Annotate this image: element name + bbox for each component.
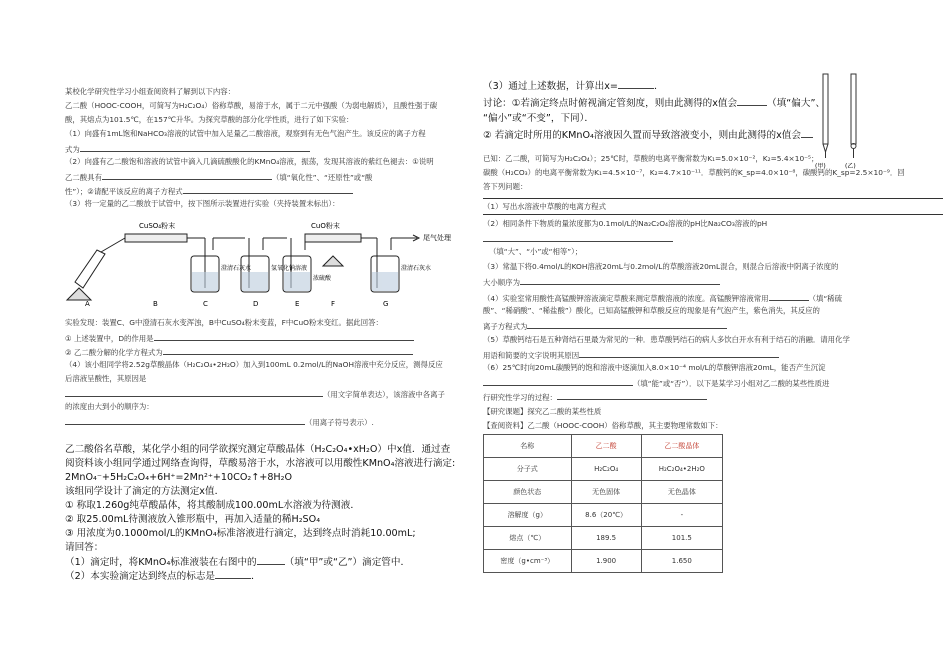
question-3: （3）将一定量的乙二酸放于试管中，按下图所示装置进行实验（夹持装置未标出）：	[65, 199, 340, 208]
letter-a: A	[85, 300, 90, 308]
table-cell: 101.5	[641, 527, 722, 550]
table-header-cell: 乙二酸	[571, 435, 641, 458]
answer-4: （4）实验室常用酸性高锰酸钾溶液滴定草酸来测定草酸溶液的浓度。高锰酸钾溶液常用 （填“稀硫	[483, 294, 842, 303]
label-cuo-powder: CuO粉末	[311, 222, 340, 230]
table-cell: 分子式	[484, 458, 572, 481]
table-cell: 8.6（20℃）	[571, 504, 641, 527]
letter-c: C	[203, 300, 208, 308]
table-cell: 密度（g•cm⁻³）	[484, 550, 572, 573]
question-4d: 的浓度由大到小的顺序为：	[65, 402, 154, 411]
table-header-cell: 名称	[484, 435, 572, 458]
table-cell: 无色晶体	[641, 481, 722, 504]
answer-6c: 行研究性学习的过程：	[483, 391, 707, 403]
question-4b: 后溶液呈酸性，其原因是	[65, 374, 147, 383]
table-cell: 溶解度（g）	[484, 504, 572, 527]
answer-2: （2）相同条件下物质的量浓度都为0.1mol/L的Na₂C₂O₄溶液的pH比Na₂CO₃溶液的pH	[483, 219, 768, 228]
label-naoh-solution: 氢氧化钠溶液	[271, 265, 308, 272]
discussion-1: 讨论：①若滴定终点时俯视滴定管刻度，则由此测得的x值会 （填“偏大”、	[483, 98, 826, 109]
burettes-diagram	[813, 70, 873, 170]
table-cell: H₂C₂O₄•2H₂O	[641, 458, 722, 481]
burette-yi-label: (乙)	[845, 163, 856, 170]
section2-line2: 阅资料该小组同学通过网络查询得，草酸易溶于水，水溶液可以用酸性KMnO₄溶液进行滴定:	[65, 458, 456, 469]
section2-please-answer: 请回答：	[65, 542, 104, 553]
label-exhaust: 尾气处理	[423, 234, 451, 242]
answer-5b: 用语和简要的文字说明其原因	[483, 349, 779, 361]
letter-f: F	[331, 300, 336, 308]
section2-q1: （1）滴定时，将KMnO₄标准液装在右图中的 （填“甲”或“乙”）滴定管中．	[65, 557, 411, 568]
table-cell: H₂C₂O₄	[571, 458, 641, 481]
answer-4c: 离子方程式为	[483, 320, 727, 332]
reference-data: 【查阅资料】乙二酸（HOOC-COOH）俗称草酸，其主要物理常数如下：	[483, 421, 723, 430]
table-cell: 熔点（℃）	[484, 527, 572, 550]
answer-6: （6）25℃时向20mL碳酸钙的饱和溶液中逐滴加入8.0×10⁻⁴ mol/L的草酸钾溶液20mL，能否产生沉淀	[483, 363, 826, 372]
experiment-apparatus-diagram	[65, 210, 451, 308]
table-header-cell: 乙二酸晶体	[641, 435, 722, 458]
known-constants-2: 碳酸（H₂CO₃）的电离平衡常数为K₁=4.5×10⁻⁷，K₂=4.7×10⁻¹¹．草酸钙的K_sp=4.0×10⁻⁸，碳酸钙的K_sp=2.5×10⁻⁹．回	[483, 168, 905, 177]
section2-line4: 该组同学设计了滴定的方法测定x值．	[65, 486, 225, 497]
r-question-3: （3）通过上述数据，计算出x= ．	[483, 81, 664, 92]
table-row	[484, 504, 723, 527]
question-2c: 性”）；②请配平该反应的离子方程式	[65, 185, 353, 197]
answer-2b: （填“大”、“小”或“相等”）；	[489, 247, 583, 256]
table-row	[484, 550, 723, 573]
label-limewater-c: 澄清石灰水	[221, 265, 252, 272]
letter-g: G	[383, 300, 389, 308]
section2-step2: ② 取25.00mL待测液放入锥形瓶中，再加入适量的稀H₂SO₄	[65, 514, 321, 525]
label-conc-h2so4: 浓硫酸	[313, 275, 332, 282]
discussion-2: “偏小”或“不变”，下同）．	[483, 113, 595, 124]
letter-e: E	[295, 300, 300, 308]
answer-6b: （填“能”或“否”）．以下是某学习小组对乙二酸的某些性质进	[483, 377, 829, 389]
paragraph-1: 乙二酸（HOOC-COOH，可简写为H₂C₂O₄）俗称草酸，易溶于水，属于二元中强酸（为弱电解质），且酸性强于碳	[65, 101, 438, 110]
burette-jia-label: (甲)	[815, 163, 826, 170]
research-topic: 【研究课题】探究乙二酸的某些性质	[483, 407, 602, 416]
answer-2-blank	[483, 233, 673, 245]
question-1: （1）向盛有1mL饱和NaHCO₃溶液的试管中加入足量乙二酸溶液，观察到有无色气泡产生。该反应的离子方程	[65, 129, 426, 138]
letter-d: D	[253, 300, 259, 308]
observation-2: ② 乙二酸分解的化学方程式为	[65, 346, 413, 358]
section2-line1: 乙二酸俗名草酸，某化学小组的同学欲探究测定草酸晶体（H₂C₂O₄•xH₂O）中x值．通过查	[65, 444, 451, 455]
question-1b: 式为	[65, 143, 310, 155]
letter-b: B	[153, 300, 158, 308]
known-constants-3: 答下列问题：	[483, 182, 528, 191]
section2-step1: ① 称取1.260g纯草酸晶体，将其酸制成100.00mL水溶液为待测液．	[65, 500, 360, 511]
label-limewater-g: 澄清石灰水	[401, 265, 432, 272]
question-4c: （用文字简单表达），该溶液中各离子	[65, 388, 445, 400]
left-column	[0, 0, 470, 671]
question-2: （2）向盛有乙二酸饱和溶液的试管中滴入几滴硫酸酸化的KMnO₄溶液，振荡，发现其溶液的紫红色褪去：①说明	[65, 157, 434, 166]
discussion-3: ② 若滴定时所用的KMnO₄溶液因久置而导致溶液变小，则由此测得的x值会	[483, 129, 813, 142]
divider-top	[483, 198, 943, 199]
table-cell: 1.900	[571, 550, 641, 573]
section2-step3: ③ 用浓度为0.1000mol/L的KMnO₄标准溶液进行滴定，达到终点时消耗10.00mL;	[65, 528, 416, 539]
answer-3: （3）常温下将0.4mol/L的KOH溶液20mL与0.2mol/L的草酸溶液20mL混合，则混合后溶液中阴离子浓度的	[483, 262, 839, 271]
intro-text: 某校化学研究性学习小组查阅资料了解到以下内容：	[65, 87, 235, 96]
question-4: （4）该小组同学将2.52g草酸晶体（H₂C₂O₄•2H₂O）加入到100mL 0.2mol/L的NaOH溶液中充分反应，测得反应	[65, 360, 443, 369]
question-4e: （用离子符号表示）.	[65, 416, 374, 428]
divider-bottom	[483, 214, 943, 215]
table-header-row	[484, 435, 723, 458]
observation-text: 实验发现：装置C、G中澄清石灰水变浑浊，B中CuSO₄粉末变蓝，F中CuO粉末变红。据此回答：	[65, 318, 383, 327]
table-row	[484, 527, 723, 550]
table-cell: 1.650	[641, 550, 722, 573]
table-cell: -	[641, 504, 722, 527]
table-cell: 189.5	[571, 527, 641, 550]
table-cell: 颜色状态	[484, 481, 572, 504]
section2-q2: （2）本实验滴定达到终点的标志是 ．	[65, 571, 261, 582]
answer-3b: 大小顺序为	[483, 276, 720, 288]
known-constants-1: 已知：乙二酸，可简写为H₂C₂O₄）；25℃时，草酸的电离平衡常数为K₁=5.0×10⁻²，K₂=5.4×10⁻⁵；	[483, 154, 819, 163]
question-2b: 乙二酸具有 （填“氧化性”、“还原性”或“酸	[65, 173, 373, 182]
table-cell: 无色固体	[571, 481, 641, 504]
answer-4b: 酸”、“稀硝酸”、“稀盐酸”）酸化，已知高锰酸钾和草酸反应的现象是有气泡产生，紫色消失，其反应的	[483, 306, 820, 315]
paragraph-1b: 酸，其熔点为101.5℃，在157℃升华。为探究草酸的部分化学性质，进行了如下实验：	[65, 115, 354, 124]
observation-1: ① 上述装置中，D的作用是	[65, 332, 414, 344]
answer-1: （1）写出水溶液中草酸的电离方程式	[483, 202, 606, 211]
label-cuso4-powder: CuSO₄粉末	[139, 222, 176, 230]
section2-equation: 2MnO₄⁻+5H₂C₂O₄+6H⁺=2Mn²⁺+10CO₂↑+8H₂O	[65, 472, 293, 483]
table-row	[484, 481, 723, 504]
answer-5: （5）草酸钙结石是五种肾结石里最为常见的一种．患草酸钙结石的病人多饮白开水有利于结石的消融．请用化学	[483, 335, 850, 344]
table-row	[484, 458, 723, 481]
properties-table	[483, 434, 723, 573]
right-column	[475, 0, 950, 671]
